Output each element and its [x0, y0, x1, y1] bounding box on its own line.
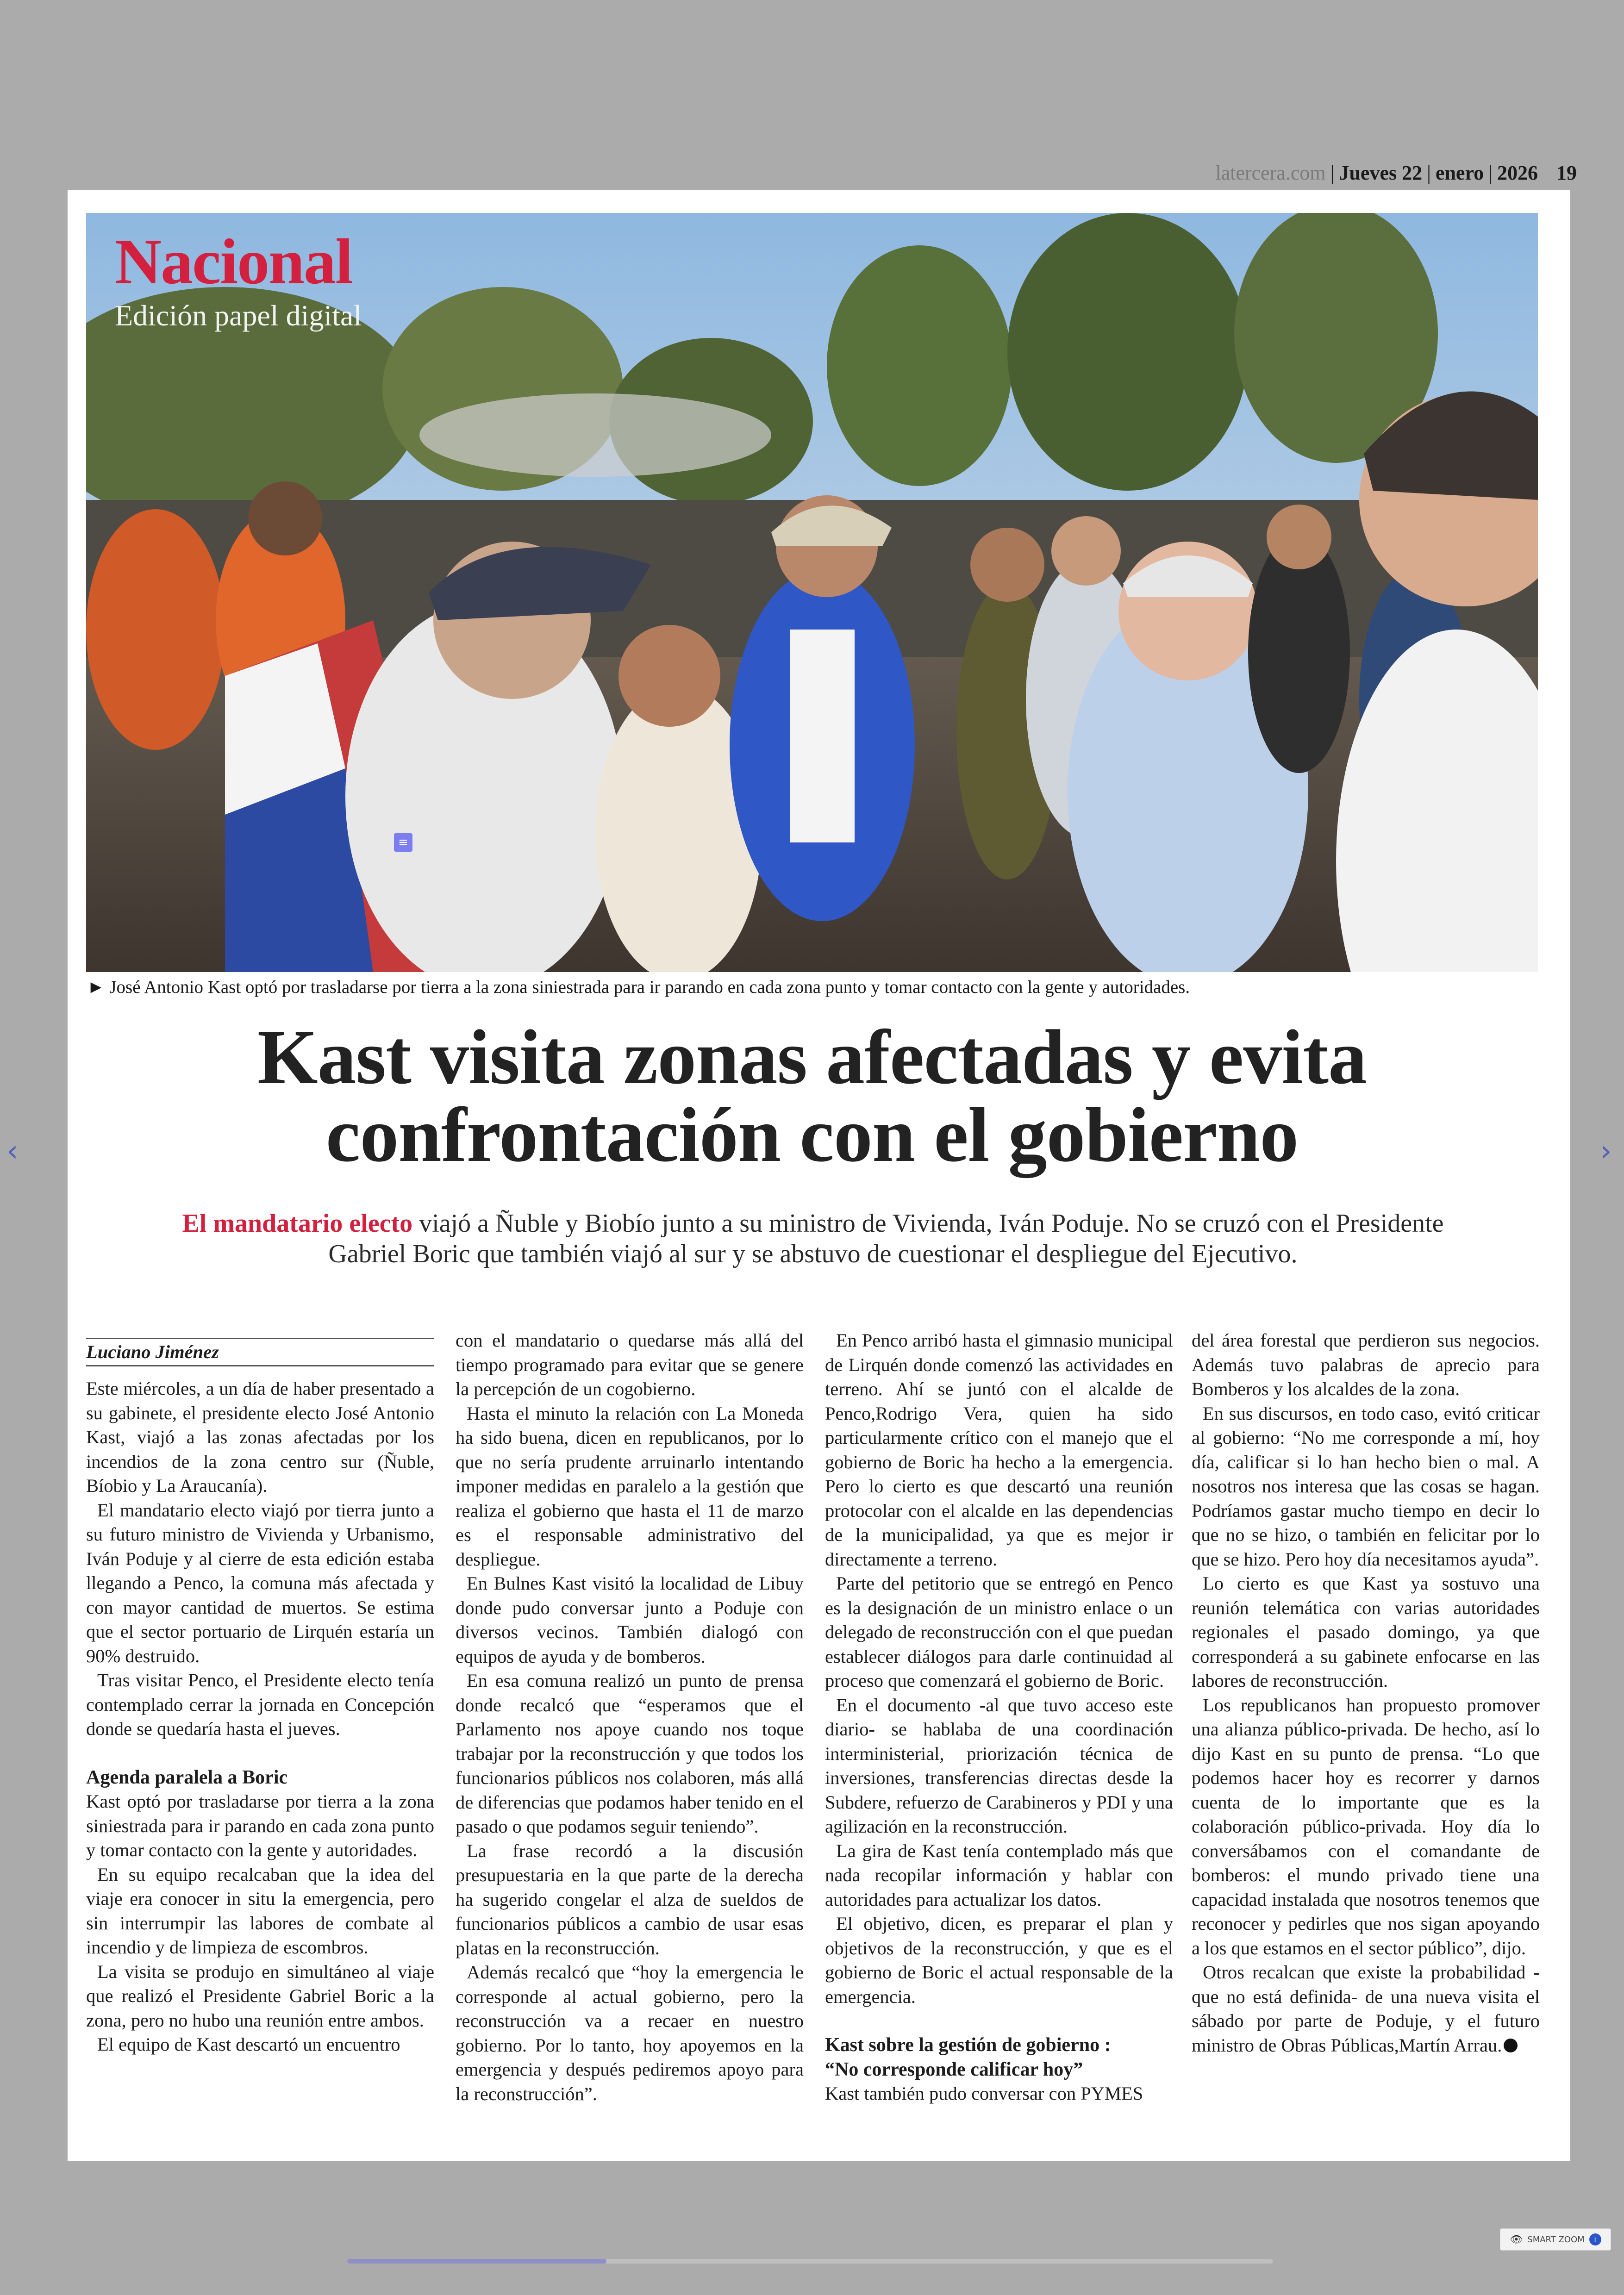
paragraph: Lo cierto es que Kast ya sostuvo una reunión telemática con varias autoridades regionales el pasado domingo, ya que corresponderá a su gabinete enfocarse en las labores de reconstrucción.: [1192, 1573, 1540, 1691]
photo-caption: ► José Antonio Kast optó por trasladarse por tierra a la zona siniestrada para ir parando en cada zona punto y tomar contacto con la gente y autoridades.: [87, 977, 1190, 997]
headline-line-1: Kast visita zonas afectadas y evita: [257, 1014, 1367, 1100]
section-title: Nacional: [115, 226, 352, 298]
page-scrollbar[interactable]: [347, 2259, 1273, 2264]
header-separator: |: [1488, 162, 1493, 184]
paragraph: Kast optó por trasladarse por tierra a la zona siniestrada para ir parando en cada zona punto y tomar contacto con la gente y autoridades.: [86, 1791, 434, 1860]
end-mark-icon: [1504, 2039, 1518, 2052]
newspaper-page: [68, 190, 1570, 2161]
header-year: 2026: [1497, 162, 1538, 184]
paragraph: La gira de Kast tenía contemplado más que nada recopilar información y hablar con autoridades para actualizar los datos.: [825, 1840, 1173, 1910]
scrollbar-thumb[interactable]: [347, 2259, 606, 2264]
dek-text: viajó a Ñuble y Biobío junto a su ministro de Vivienda, Iván Poduje. No se cruzó con el Presidente Gabriel Boric que también viajó al sur y se abstuvo de cuestionar el despliegue del Ejecutivo.: [328, 1209, 1444, 1268]
paragraph-text: Otros recalcan que existe la probabilidad -que no está definida- de una nueva visita el sábado por parte de Poduje, y el futuro ministro de Obras Públicas,Martín Arrau.: [1192, 1962, 1540, 2056]
article-column-1: [86, 1338, 434, 2057]
paragraph: En su equipo recalcaban que la idea del viaje era conocer in situ la emergencia, pero sin interrumpir las labores de combate al incendio y de limpieza de escombros.: [86, 1864, 434, 1958]
info-icon: i: [1589, 2233, 1601, 2245]
paragraph: En Bulnes Kast visitó la localidad de Libuy donde pudo conversar junto a Poduje con diversos vecinos. También dialogó con equipos de ayuda y de bomberos.: [456, 1573, 804, 1667]
paragraph: Tras visitar Penco, el Presidente electo tenía contemplado cerrar la jornada en Concepción donde se quedaría hasta el jueves.: [86, 1670, 434, 1739]
byline: Luciano Jiménez: [86, 1338, 434, 1366]
header-month: enero: [1435, 162, 1484, 184]
paragraph: Kast también pudo conversar con PYMES: [825, 2083, 1143, 2104]
eye-icon: 👁: [1510, 2233, 1523, 2245]
note-icon[interactable]: ≡: [394, 833, 412, 852]
spacer: [86, 1741, 434, 1765]
header-weekday: Jueves 22: [1339, 162, 1423, 184]
dek-lead: El mandatario electo: [182, 1209, 413, 1238]
paragraph: En Penco arribó hasta el gimnasio municipal de Lirquén donde comenzó las actividades en terreno. Ahí se juntó con el alcalde de Penco,Rodrigo Vera, quien ha sido particularmente crítico con el manejo que el gobierno de Boric ha hecho a la emergencia. Pero lo cierto es que descartó una reunión protocolar con el alcalde en las dependencias de la municipalidad, ya que es mejor ir directamente a terreno.: [825, 1330, 1173, 1570]
paragraph: del área forestal que perdieron sus negocios. Además tuvo palabras de aprecio para Bomberos y los alcaldes de la zona.: [1192, 1330, 1540, 1399]
page-number: 19: [1556, 162, 1577, 184]
smart-zoom-button[interactable]: [1500, 2228, 1611, 2251]
headline-line-2: confrontación con el gobierno: [325, 1092, 1299, 1178]
paragraph: El equipo de Kast descartó un encuentro: [97, 2034, 400, 2055]
dek: [179, 1208, 1447, 1269]
paragraph: En el documento -al que tuvo acceso este diario- se hablaba de una coordinación interministerial, priorización técnica de inversiones, transferencias directas desde la Subdere, refuerzo de Carabineros y PDI y una agilización en la reconstrucción.: [825, 1694, 1173, 1837]
paragraph: Este miércoles, a un día de haber presentado a su gabinete, el presidente electo José Antonio Kast, viajó a las zonas afectadas por los incendios de la zona centro sur (Ñuble, Bíobio y La Araucanía).: [86, 1378, 434, 1496]
paragraph: La frase recordó a la discusión presupuestaria en la que parte de la derecha ha sugerido congelar el alza de sueldos de funcionarios públicos a cambio de usar esas platas en la reconstrucción.: [456, 1840, 804, 1958]
paragraph: Parte del petitorio que se entregó en Penco es la designación de un ministro enlace o un delegado de reconstrucción con el que puedan establecer diálogos para darle continuidad al proceso que comenzará el gobierno de Boric.: [825, 1573, 1173, 1691]
paragraph: En esa comuna realizó un punto de prensa donde recalcó que “esperamos que el Parlamento nos apoye cuando nos toque trabajar por la reconstrucción y que todos los funcionarios públicos nos colaboren, más allá de diferencias que podamos haber tenido en el pasado o que podamos seguir teniendo”.: [456, 1670, 804, 1837]
subhead: Kast sobre la gestión de gobierno :: [825, 2034, 1111, 2056]
subhead: “No corresponde calificar hoy”: [825, 2058, 1083, 2080]
next-page-arrow-icon[interactable]: ›: [1600, 1134, 1612, 1168]
header-separator: |: [1330, 162, 1335, 184]
header-separator: |: [1427, 162, 1431, 184]
paragraph: Los republicanos han propuesto promover una alianza público-privada. De hecho, así lo dijo Kast en su punto de prensa. “Lo que podemos hacer hoy es recorrer y darnos cuenta de lo importante que es la colaboración público-privada. Hoy día lo conversábamos con el comandante de bomberos: el mundo privado tiene una capacidad instalada que nosotros tenemos que reconocer y pedirles que nos sigan apoyando a los que estamos en el sector público”, dijo.: [1192, 1694, 1540, 1958]
subhead: Agenda paralela a Boric: [86, 1766, 288, 1788]
paragraph: En sus discursos, en todo caso, evitó criticar al gobierno: “No me corresponde a mí, hoy día, calificar si lo han hecho bien o mal. A nosotros nos interesa que las cosas se hagan. Podríamos gastar mucho tiempo en decir lo que no se hizo, o también en felicitar por lo que se hizo. Pero hoy día necesitamos ayuda”.: [1192, 1403, 1540, 1570]
headline: [86, 1014, 1538, 1178]
prev-page-arrow-icon[interactable]: ‹: [6, 1134, 19, 1168]
paragraph: El mandatario electo viajó por tierra junto a su futuro ministro de Vivienda y Urbanismo, Iván Poduje y al cierre de esta edición estaba llegando a Penco, la comuna más afectada y con mayor cantidad de muertos. Se estima que el sector portuario de Lirquén estaría un 90% destruido.: [86, 1499, 434, 1666]
paragraph: Hasta el minuto la relación con La Moneda ha sido buena, dicen en republicanos, por lo que no sería prudente arruinarlo intentando imponer medidas en paralelo a la gestión que realiza el gobierno que hasta el 11 de marzo es el responsable administrativo del despliegue.: [456, 1403, 804, 1570]
spacer: [825, 2009, 1173, 2033]
paragraph: El objetivo, dicen, es preparar el plan y objetivos de la reconstrucción, y que es el gobierno de Boric el actual responsable de la emergencia.: [825, 1913, 1173, 2007]
section-subtitle: Edición papel digital: [115, 299, 362, 332]
paragraph: La visita se produjo en simultáneo al viaje que realizó el Presidente Gabriel Boric a la zona, pero no hubo una reunión entre ambos.: [86, 1961, 434, 2031]
paragraph: [1192, 1960, 1540, 2058]
smart-zoom-label: SMART ZOOM: [1527, 2234, 1585, 2245]
page-header: [1215, 161, 1577, 185]
paragraph: Además recalcó que “hoy la emergencia le corresponde al actual gobierno, pero la reconstrucción va a recaer en nuestro gobierno. Por lo tanto, hoy apoyemos en la emergencia y después pediremos apoyo para la reconstrucción”.: [456, 1962, 804, 2104]
article-column-4: [1192, 1328, 1540, 2058]
article-column-3: [825, 1328, 1173, 2106]
lead-photo[interactable]: [86, 213, 1538, 972]
paragraph: con el mandatario o quedarse más allá del tiempo programado para evitar que se genere la percepción de un cogobierno.: [456, 1330, 804, 1399]
site-name: latercera.com: [1215, 162, 1326, 184]
article-column-2: [456, 1328, 804, 2106]
